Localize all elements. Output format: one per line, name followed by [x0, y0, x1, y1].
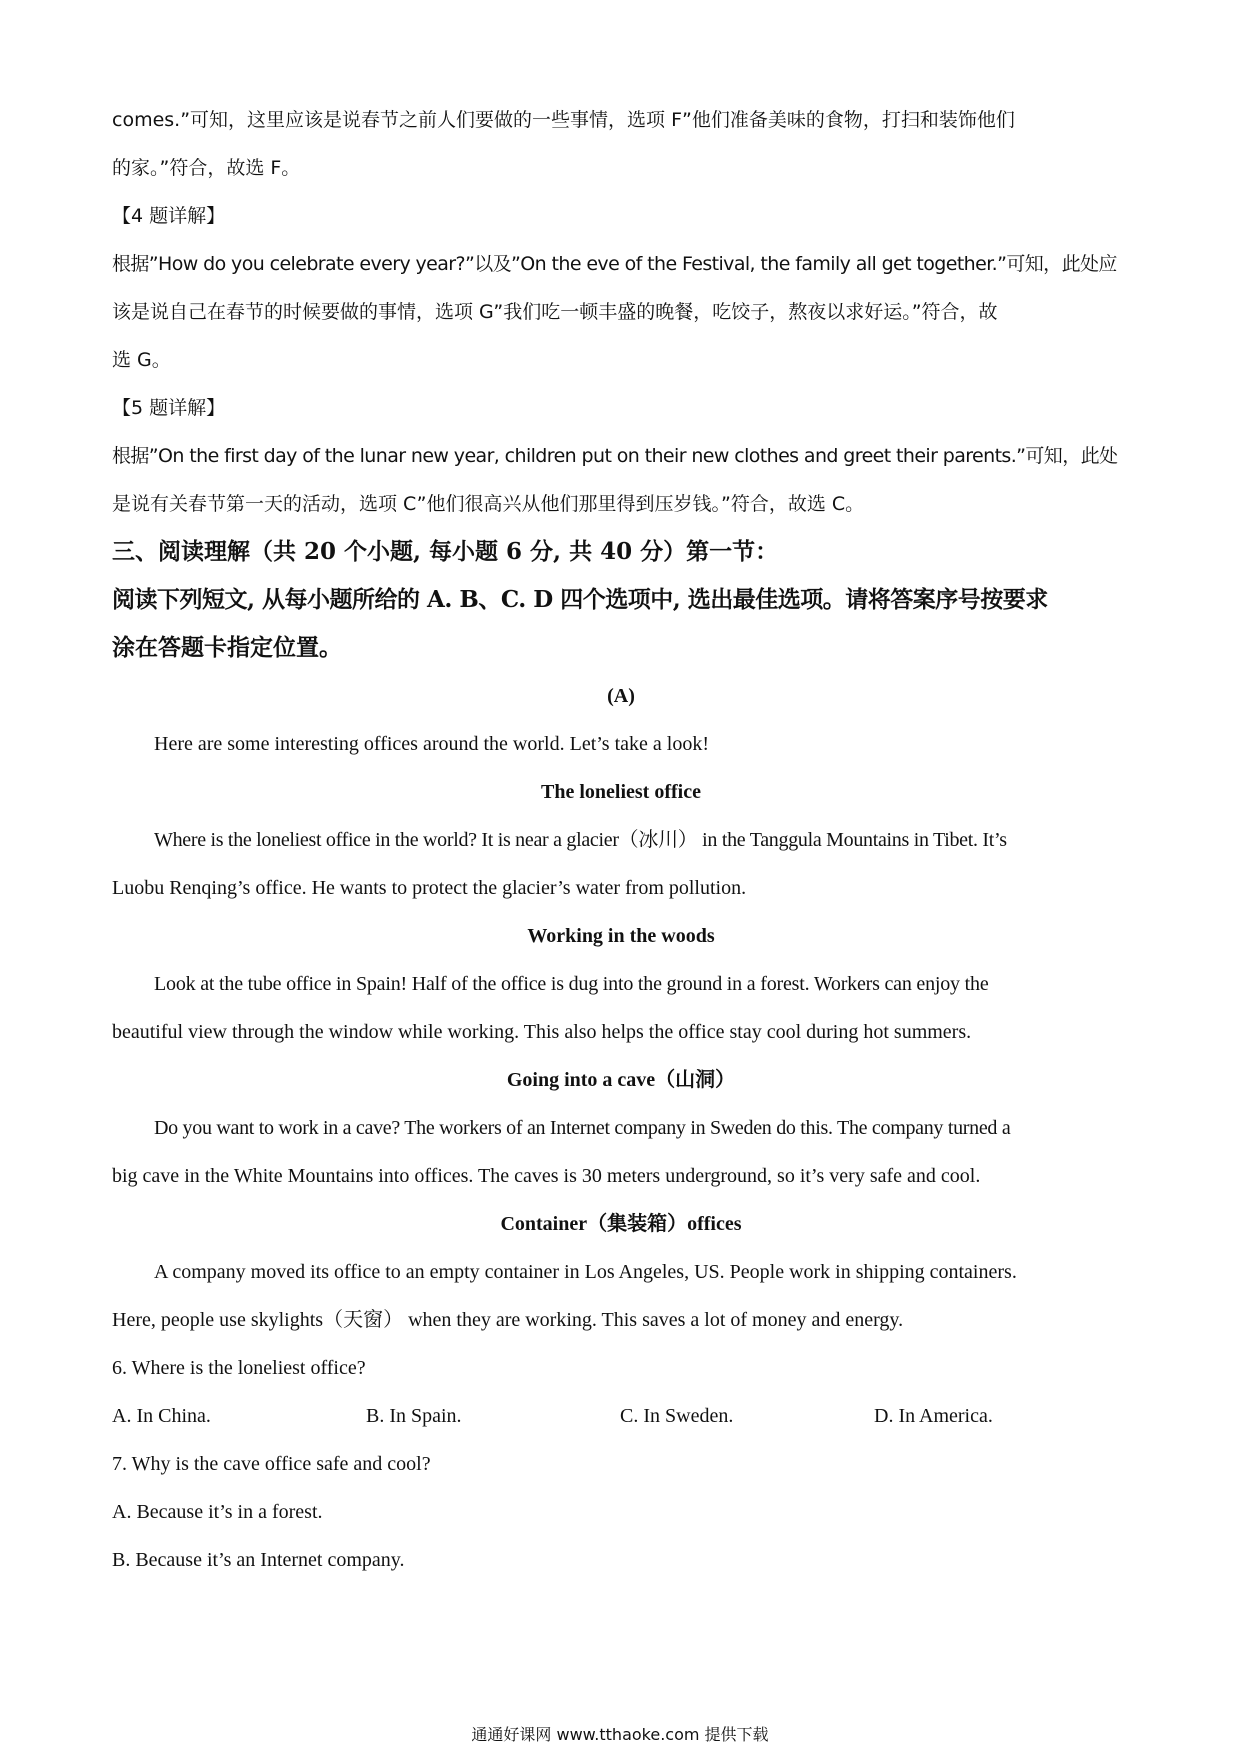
option-c: C. In Sweden.	[620, 1405, 734, 1427]
passage-label: (A)	[607, 685, 635, 707]
option-a: A. Because it’s in a forest.	[112, 1501, 323, 1523]
passage-line: A company moved its office to an empty container in Los Angeles, US. People work in shipping containers.	[154, 1261, 1017, 1283]
section-heading: 三、阅读理解（共 20 个小题, 每小题 6 分, 共 40 分）第一节：	[112, 538, 779, 565]
passage-line: Where is the loneliest office in the world? It is near a glacier（冰川） in the Tanggula Mountains in Tibet. It’s	[154, 829, 1007, 851]
question-6: 6. Where is the loneliest office?	[112, 1357, 366, 1379]
question-6-options	[112, 1392, 1130, 1440]
passage-intro: Here are some interesting offices around the world. Let’s take a look!	[154, 733, 709, 755]
page-footer: 通通好课网 www.tthaoke.com 提供下载	[471, 1725, 769, 1744]
passage-line: Look at the tube office in Spain! Half of the office is dug into the ground in a forest. Workers can enjoy the	[154, 973, 989, 995]
subsection-title: Going into a cave（山洞）	[506, 1069, 736, 1091]
q5-tag: 【5 题详解】	[112, 397, 226, 419]
prev-answer-line: 的家。”符合，故选 F。	[112, 157, 301, 179]
passage-line: Here, people use skylights（天窗） when they are working. This saves a lot of money and energy.	[112, 1309, 904, 1331]
passage-line: Luobu Renqing’s office. He wants to protect the glacier’s water from pollution.	[112, 877, 747, 899]
q5-explain-line: 是说有关春节第一天的活动，选项 C”他们很高兴从他们那里得到压岁钱。”符合，故选 C。	[112, 493, 865, 515]
q4-explain-line: 根据”How do you celebrate every year?”以及”On the eve of the Festival, the family all get together.”可知，此处应	[112, 253, 1117, 275]
option-a: A. In China.	[112, 1405, 211, 1427]
passage-line: beautiful view through the window while working. This also helps the office stay cool during hot summers.	[112, 1021, 972, 1043]
section-instruction: 涂在答题卡指定位置。	[112, 634, 342, 661]
subsection-title: Container（集装箱）offices	[500, 1213, 742, 1235]
passage-line: big cave in the White Mountains into offices. The caves is 30 meters underground, so it’s very safe and cool.	[112, 1165, 981, 1187]
document-page	[112, 96, 1130, 1584]
passage-line: Do you want to work in a cave? The workers of an Internet company in Sweden do this. The company turned a	[154, 1117, 1011, 1139]
option-d: D. In America.	[874, 1405, 993, 1427]
question-7: 7. Why is the cave office safe and cool?	[112, 1453, 431, 1475]
q4-explain-line: 选 G。	[112, 349, 171, 371]
option-b: B. Because it’s an Internet company.	[112, 1549, 405, 1571]
q4-explain-line: 该是说自己在春节的时候要做的事情，选项 G”我们吃一顿丰盛的晚餐，吃饺子，熬夜以求好运。”符合，故	[112, 301, 998, 323]
q4-tag: 【4 题详解】	[112, 205, 226, 227]
subsection-title: Working in the woods	[527, 925, 715, 947]
section-instruction: 阅读下列短文, 从每小题所给的 A. B、C. D 四个选项中, 选出最佳选项。请将答案序号按要求	[112, 586, 1048, 613]
prev-answer-line: comes.”可知，这里应该是说春节之前人们要做的一些事情，选项 F”他们准备美味的食物，打扫和装饰他们	[112, 109, 1015, 131]
option-b: B. In Spain.	[366, 1405, 462, 1427]
q5-explain-line: 根据”On the first day of the lunar new year, children put on their new clothes and greet their parents.”可知，此处	[112, 445, 1118, 467]
subsection-title: The loneliest office	[541, 781, 701, 803]
